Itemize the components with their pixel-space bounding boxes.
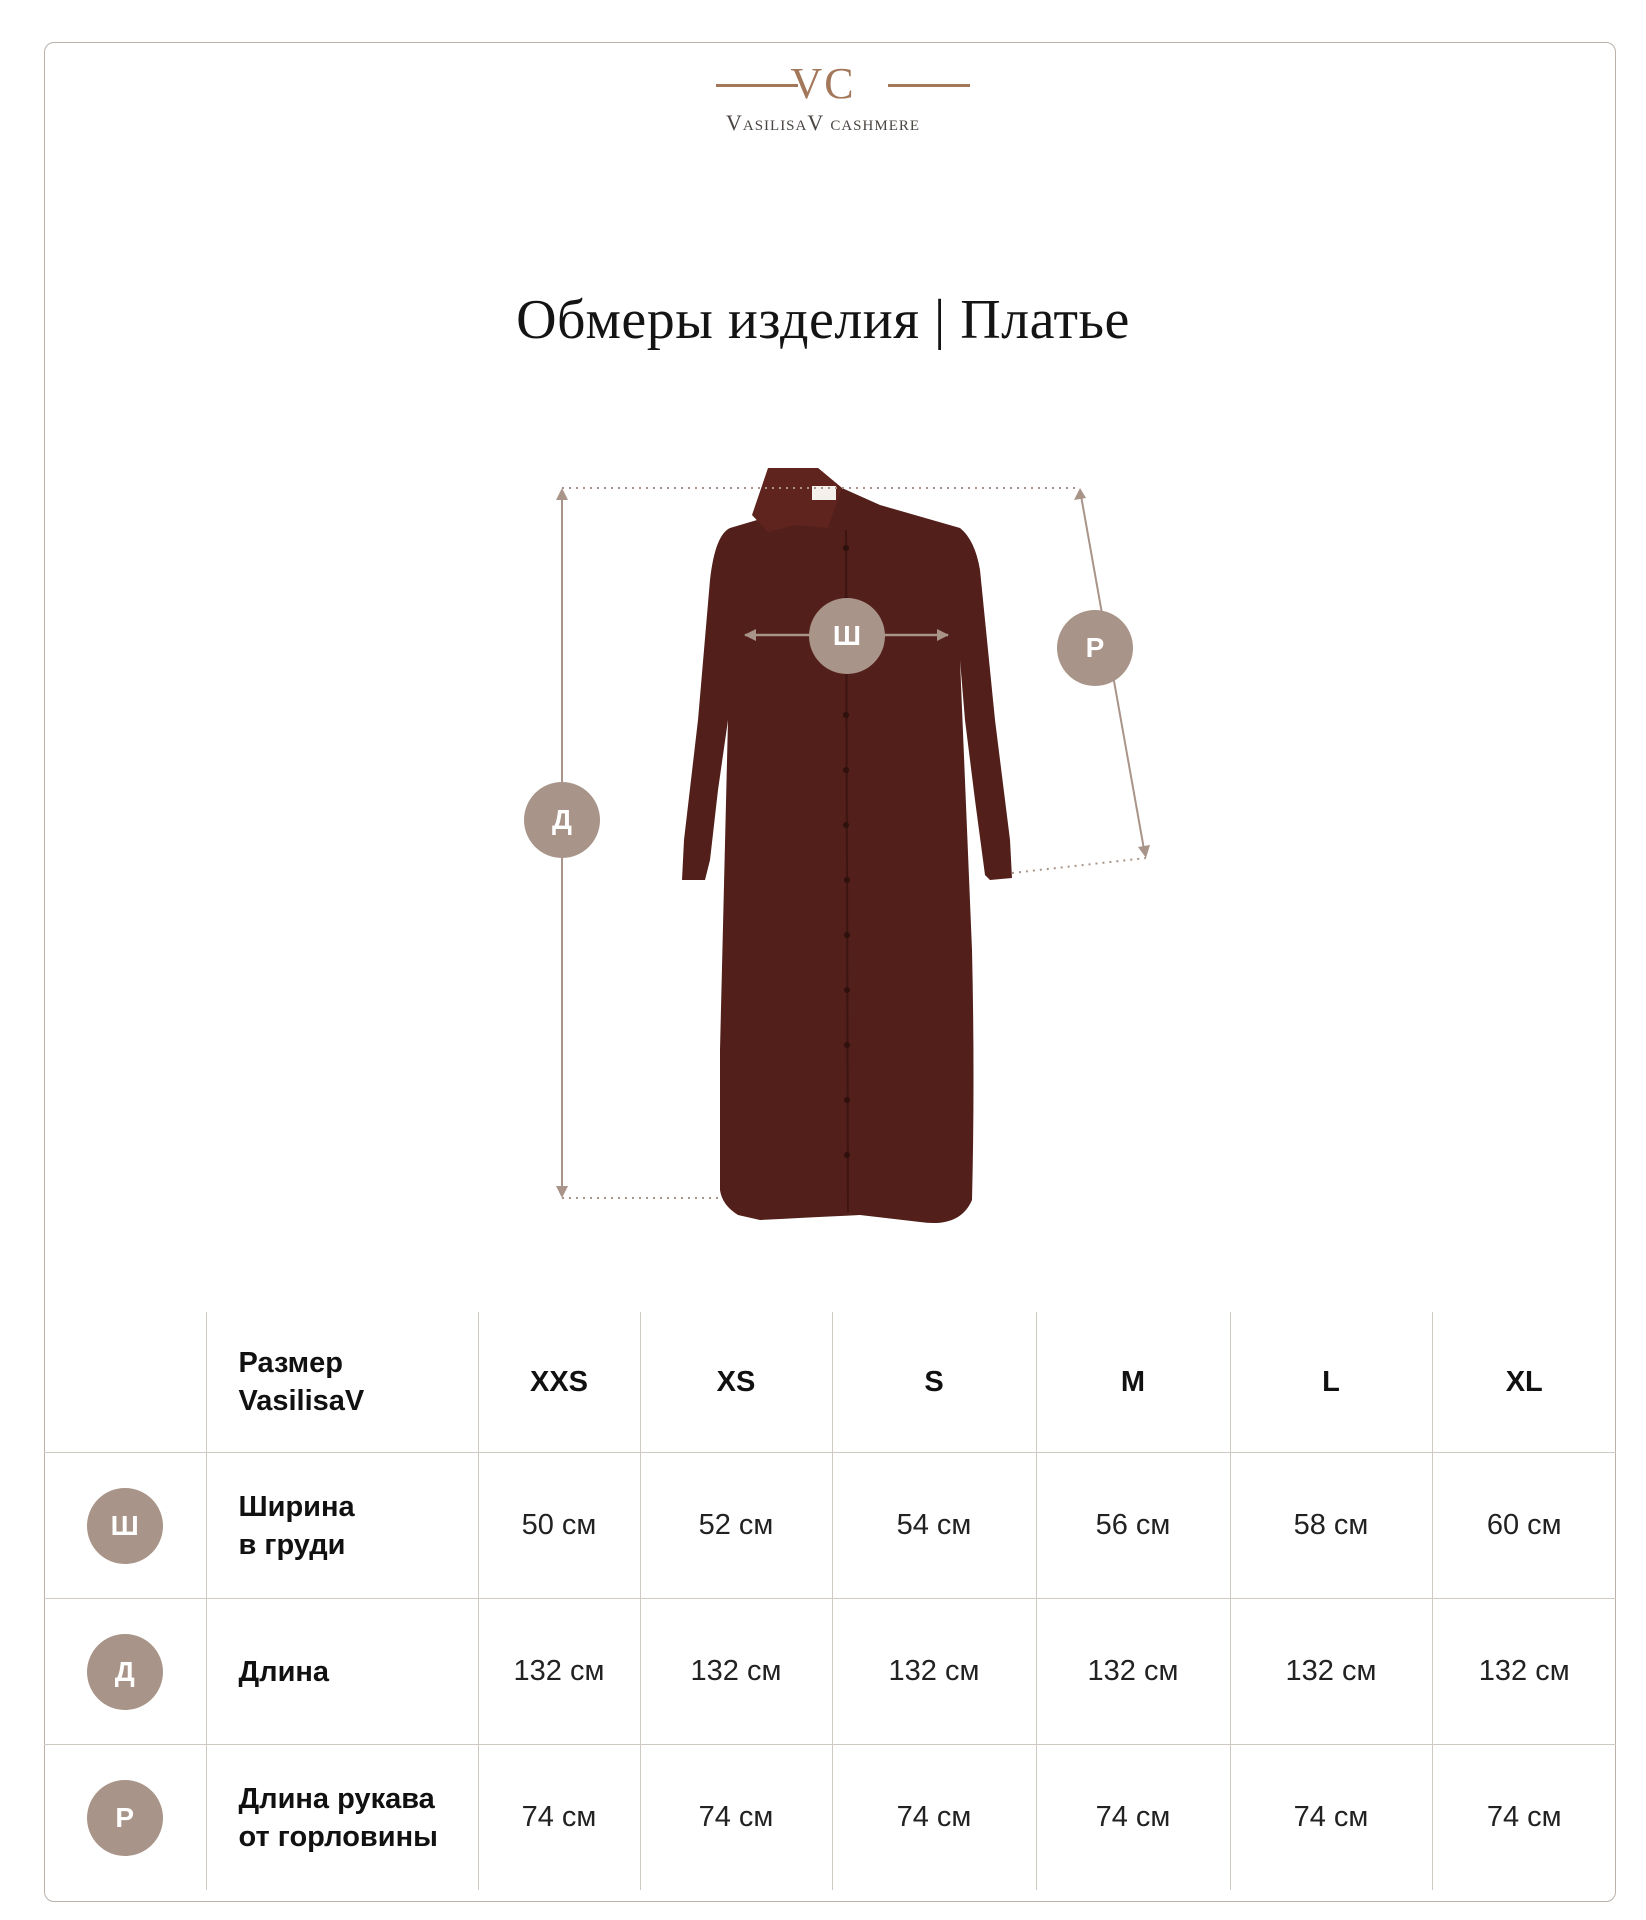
header-size-label: Размер VasilisaV <box>206 1312 478 1453</box>
sleeve-row-badge: Р <box>87 1780 163 1856</box>
row-label-chest-width: Ширина в груди <box>206 1453 478 1599</box>
table-cell: 132 см <box>478 1599 640 1745</box>
table-cell: 74 см <box>478 1745 640 1891</box>
length-arrow-head-top <box>556 488 568 500</box>
sleeve-arrow-head-top <box>1074 488 1086 500</box>
row-label-length: Длина <box>206 1599 478 1745</box>
dress-diagram <box>500 450 1200 1250</box>
table-cell: 74 см <box>640 1745 832 1891</box>
size-header-xl: XL <box>1432 1312 1616 1453</box>
size-header-s: S <box>832 1312 1036 1453</box>
table-cell: 60 см <box>1432 1453 1616 1599</box>
size-header-xxs: XXS <box>478 1312 640 1453</box>
size-header-l: L <box>1230 1312 1432 1453</box>
table-header-row <box>44 1312 1616 1453</box>
sleeve-badge: Р <box>1057 610 1133 686</box>
row-label-sleeve-length: Длина рукава от горловины <box>206 1745 478 1891</box>
row-badge-cell <box>44 1453 206 1599</box>
length-arrow-head-bottom <box>556 1186 568 1198</box>
logo-rule-right <box>888 84 970 87</box>
size-header-m: M <box>1036 1312 1230 1453</box>
table-cell: 74 см <box>832 1745 1036 1891</box>
page-title: Обмеры изделия | Платье <box>516 289 1130 351</box>
table-cell: 132 см <box>640 1599 832 1745</box>
row-badge-cell <box>44 1745 206 1891</box>
brand-mark: VC <box>790 59 856 108</box>
table-cell: 56 см <box>1036 1453 1230 1599</box>
table-cell: 132 см <box>1230 1599 1432 1745</box>
table-cell: 132 см <box>832 1599 1036 1745</box>
sleeve-arrow-head-bottom <box>1138 845 1150 858</box>
table-row-length <box>44 1599 1616 1745</box>
size-header-xs: XS <box>640 1312 832 1453</box>
chest-width-badge: Ш <box>87 1488 163 1564</box>
table-cell: 132 см <box>1432 1599 1616 1745</box>
length-badge: Д <box>524 782 600 858</box>
header-empty-cell <box>44 1312 206 1453</box>
table-cell: 58 см <box>1230 1453 1432 1599</box>
row-badge-cell <box>44 1599 206 1745</box>
length-row-badge: Д <box>87 1634 163 1710</box>
table-cell: 54 см <box>832 1453 1036 1599</box>
table-row-sleeve-length <box>44 1745 1616 1891</box>
table-cell: 52 см <box>640 1453 832 1599</box>
table-row-chest-width <box>44 1453 1616 1599</box>
table-cell: 132 см <box>1036 1599 1230 1745</box>
brand-name: VasilisaV cashmere <box>725 110 921 135</box>
width-badge: Ш <box>809 598 885 674</box>
table-cell: 74 см <box>1432 1745 1616 1891</box>
table-cell: 74 см <box>1036 1745 1230 1891</box>
table-cell: 50 см <box>478 1453 640 1599</box>
table-cell: 74 см <box>1230 1745 1432 1891</box>
size-table <box>44 1312 1616 1890</box>
sleeve-guide-bottom <box>1012 858 1146 873</box>
